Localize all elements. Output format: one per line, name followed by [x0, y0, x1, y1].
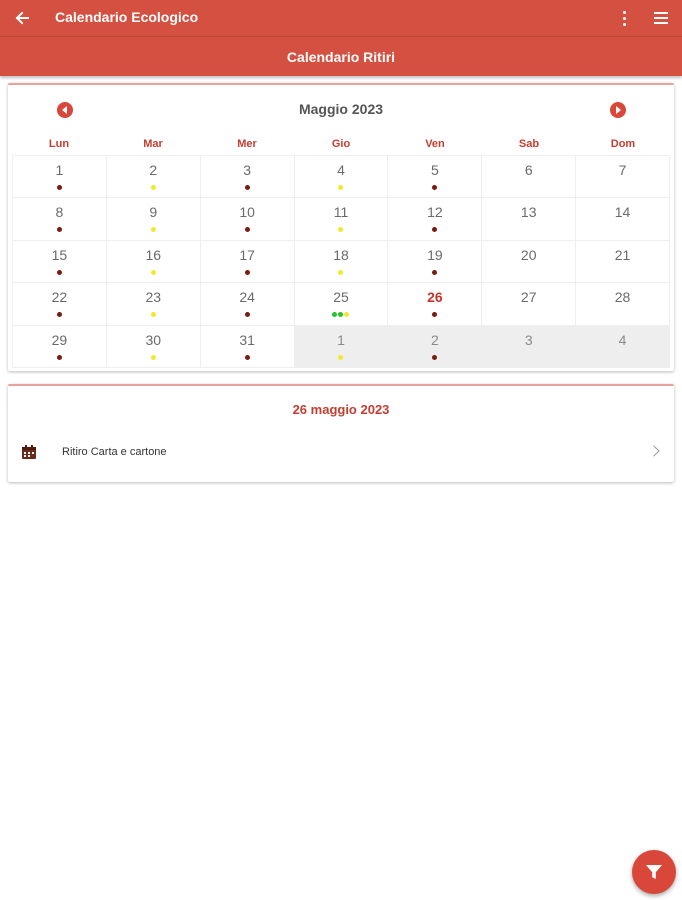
pickup-dots — [107, 227, 200, 232]
pickup-dots — [388, 355, 481, 360]
calendar-day[interactable] — [13, 156, 106, 197]
day-number: 20 — [520, 246, 537, 263]
calendar-day-selected[interactable] — [388, 283, 481, 324]
day-number: 12 — [427, 204, 443, 221]
arrow-left-icon — [14, 10, 30, 26]
calendar-day[interactable] — [13, 326, 106, 367]
weekday-label: Mer — [237, 138, 257, 150]
day-number: 16 — [145, 246, 162, 263]
section-title-bar — [0, 36, 682, 76]
calendar-day[interactable] — [576, 241, 669, 282]
day-number: 7 — [618, 162, 627, 178]
pickup-dots — [295, 185, 388, 190]
pickup-dots — [201, 270, 294, 275]
chevron-right-icon — [648, 445, 659, 456]
day-number: 30 — [145, 331, 162, 348]
pickup-dots — [388, 270, 481, 275]
back-button[interactable] — [10, 6, 34, 30]
calendar-day[interactable] — [576, 198, 669, 239]
day-number: 3 — [524, 331, 533, 348]
pickup-dot — [245, 185, 250, 190]
pickup-dots — [107, 270, 200, 275]
pickup-dot — [332, 312, 337, 317]
pickup-dots — [13, 355, 106, 360]
day-number: 5 — [430, 162, 439, 178]
calendar-day[interactable] — [201, 283, 294, 324]
calendar-day[interactable] — [576, 283, 669, 324]
pickup-dots — [295, 227, 388, 232]
calendar-day[interactable] — [201, 156, 294, 197]
pickup-dot — [57, 355, 62, 360]
calendar-day[interactable] — [482, 326, 575, 367]
pickup-dot — [57, 270, 62, 275]
calendar-day[interactable] — [107, 326, 200, 367]
more-options-icon[interactable] — [614, 6, 634, 30]
day-number: 26 — [427, 289, 443, 306]
calendar-day[interactable] — [576, 156, 669, 197]
hamburger-menu-icon[interactable] — [650, 8, 672, 28]
day-number: 14 — [614, 204, 631, 221]
calendar-grid — [12, 155, 670, 368]
pickup-dots — [295, 312, 388, 317]
day-number: 10 — [239, 204, 255, 221]
day-number: 6 — [524, 162, 533, 178]
calendar-day[interactable] — [482, 241, 575, 282]
weekday-label: Dom — [610, 138, 636, 150]
pickup-dots — [107, 185, 200, 190]
day-number: 29 — [51, 331, 68, 348]
day-number: 1 — [337, 331, 345, 348]
chevron-right-icon — [616, 106, 621, 114]
pickup-dot — [432, 312, 437, 317]
weekday-label: Gio — [331, 138, 351, 150]
calendar-day[interactable] — [295, 241, 388, 282]
calendar-day[interactable] — [295, 156, 388, 197]
pickup-dot — [245, 355, 250, 360]
app-title: Calendario Ecologico — [55, 9, 199, 25]
day-number: 24 — [239, 289, 255, 306]
calendar-day[interactable] — [576, 326, 669, 367]
pickup-dots — [295, 355, 388, 360]
filter-icon — [645, 863, 663, 881]
calendar-icon — [21, 445, 37, 460]
pickup-dots — [388, 227, 481, 232]
pickup-dot — [151, 355, 156, 360]
pickup-dots — [388, 312, 481, 317]
pickup-dot — [338, 227, 343, 232]
day-number: 22 — [51, 289, 68, 306]
day-number: 13 — [520, 204, 537, 221]
pickup-dot — [57, 227, 62, 232]
calendar-day[interactable] — [388, 156, 481, 197]
weekday-label: Sab — [518, 138, 540, 150]
calendar-day[interactable] — [107, 241, 200, 282]
day-number: 4 — [618, 331, 627, 348]
pickup-dot — [338, 355, 343, 360]
weekday-label: Mar — [143, 138, 163, 150]
pickup-dots — [201, 355, 294, 360]
app-bar — [0, 0, 682, 36]
pickup-dot — [338, 270, 343, 275]
pickup-dots — [13, 227, 106, 232]
day-number: 18 — [333, 246, 349, 263]
pickup-dots — [201, 185, 294, 190]
calendar-day[interactable] — [107, 283, 200, 324]
pickup-dot — [432, 185, 437, 190]
weekday-header — [12, 138, 670, 154]
weekday-label: Ven — [425, 138, 445, 150]
pickup-dots — [13, 185, 106, 190]
day-number: 25 — [333, 289, 349, 306]
day-number: 31 — [239, 331, 255, 348]
pickup-label: Ritiro Carta e cartone — [62, 446, 167, 458]
day-number: 8 — [55, 204, 64, 221]
day-detail-card — [8, 384, 674, 482]
calendar-day[interactable] — [388, 198, 481, 239]
day-number: 3 — [243, 162, 252, 178]
filter-button[interactable] — [632, 850, 676, 894]
pickup-dot — [151, 312, 156, 317]
pickup-dots — [13, 270, 106, 275]
pickup-dot — [245, 227, 250, 232]
day-number: 1 — [55, 162, 64, 178]
calendar-day[interactable] — [482, 156, 575, 197]
calendar-day[interactable] — [388, 241, 481, 282]
day-number: 15 — [51, 246, 68, 263]
day-number: 2 — [149, 162, 158, 178]
day-number: 21 — [614, 246, 631, 263]
pickup-dots — [107, 312, 200, 317]
next-month-button[interactable] — [610, 102, 626, 118]
weekday-label: Lun — [48, 138, 70, 150]
calendar-day[interactable] — [107, 198, 200, 239]
pickup-dots — [13, 312, 106, 317]
pickup-dot — [432, 227, 437, 232]
pickup-dot — [57, 185, 62, 190]
pickup-dot — [432, 355, 437, 360]
day-number: 28 — [614, 289, 631, 306]
section-title: Calendario Ritiri — [286, 48, 396, 65]
calendar-day[interactable] — [13, 283, 106, 324]
month-title: Maggio 2023 — [298, 101, 384, 117]
pickup-dots — [295, 270, 388, 275]
calendar-day[interactable] — [295, 198, 388, 239]
pickup-dot — [57, 312, 62, 317]
pickup-dot — [432, 270, 437, 275]
pickup-dots — [201, 312, 294, 317]
day-number: 23 — [145, 289, 162, 306]
pickup-dot — [245, 312, 250, 317]
calendar-day[interactable] — [13, 241, 106, 282]
day-number: 17 — [239, 246, 255, 263]
pickup-dot — [245, 270, 250, 275]
calendar-day[interactable] — [295, 326, 388, 367]
day-number: 19 — [427, 246, 443, 263]
day-number: 2 — [430, 331, 439, 348]
pickup-dots — [201, 227, 294, 232]
day-number: 11 — [333, 204, 349, 221]
pickup-dot — [151, 227, 156, 232]
pickup-dot — [338, 312, 343, 317]
day-number: 27 — [520, 289, 537, 306]
pickup-dots — [388, 185, 481, 190]
calendar-day[interactable] — [201, 326, 294, 367]
pickup-list-item[interactable] — [8, 436, 674, 470]
calendar-day[interactable] — [388, 326, 481, 367]
pickup-dot — [338, 185, 343, 190]
calendar-day[interactable] — [13, 198, 106, 239]
calendar-card — [8, 83, 674, 371]
calendar-day[interactable] — [482, 283, 575, 324]
calendar-day[interactable] — [295, 283, 388, 324]
calendar-day[interactable] — [107, 156, 200, 197]
day-number: 9 — [149, 204, 158, 221]
selected-date-title: 26 maggio 2023 — [292, 402, 390, 417]
pickup-dot — [151, 185, 156, 190]
pickup-dot — [151, 270, 156, 275]
day-number: 4 — [337, 162, 345, 178]
pickup-dots — [107, 355, 200, 360]
calendar-day[interactable] — [201, 198, 294, 239]
calendar-day[interactable] — [482, 198, 575, 239]
calendar-day[interactable] — [201, 241, 294, 282]
pickup-dot — [344, 312, 349, 317]
